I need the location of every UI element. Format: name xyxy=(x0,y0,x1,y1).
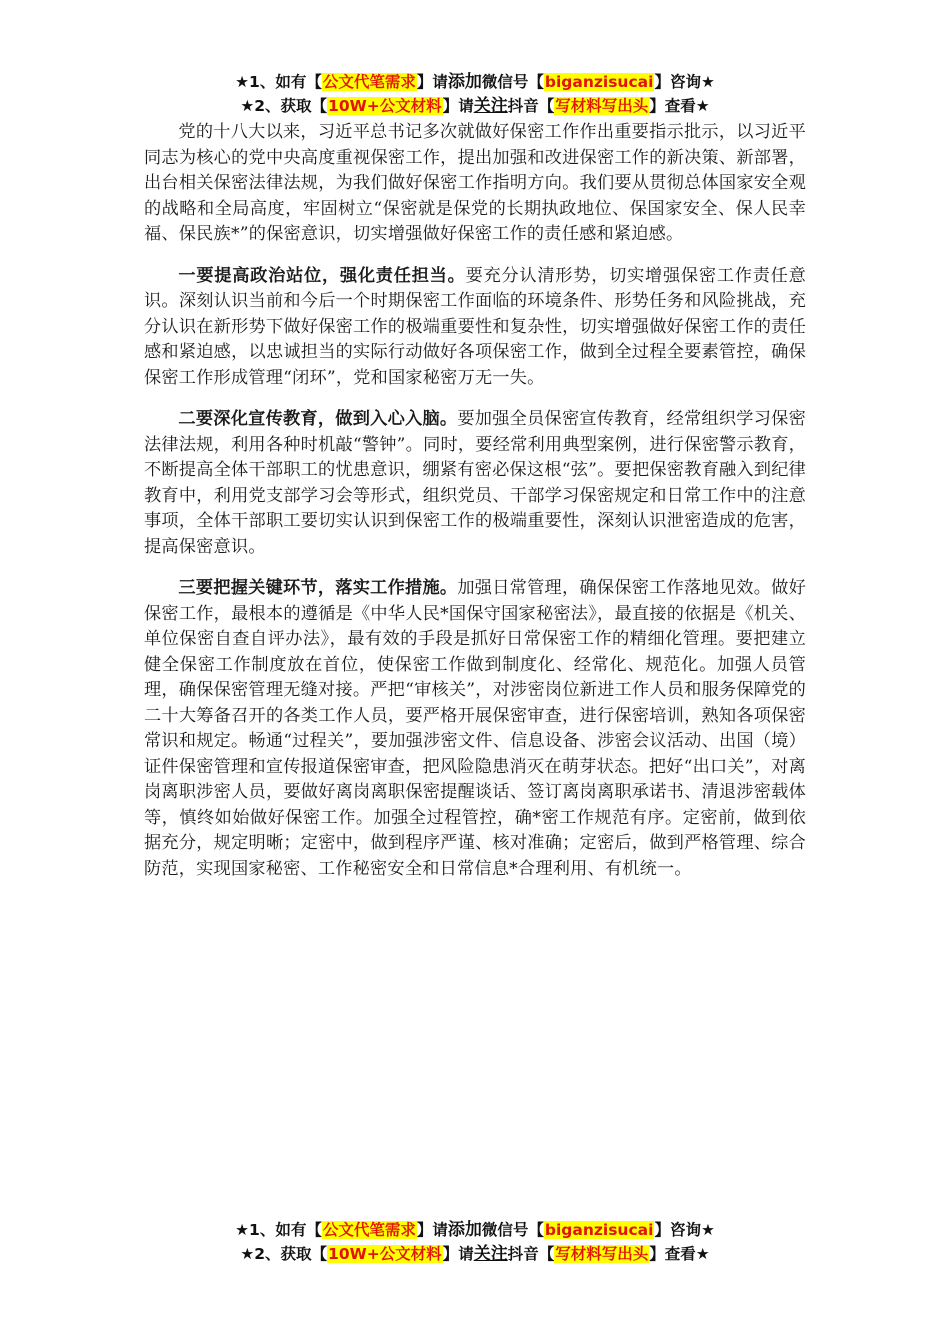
highlight-service: 公文代笔需求 xyxy=(322,1221,416,1239)
highlight-materials: 10W+公文材料 xyxy=(328,97,442,115)
notice-text: 】查看★ xyxy=(649,97,710,115)
paragraph-heading: 三要把握关键环节，落实工作措施。 xyxy=(178,578,458,598)
paragraph-text: 要加强全员保密宣传教育，经常组织学习保密法律法规，利用各种时机敲“警钟”。同时，要经常利用典型案例，进行保密警示教育，不断提高全体干部职工的忧患意识，绷紧有密必保这根“弦”。要把保密教育融入到纪律教育中，利用党支部学习会等形式，组织党员、干部学习保密规定和日常工作中的注意事项，全体干部职工要切实认识到保密工作的极端重要性，深刻认识泄密造成的危害，提高保密意识。 xyxy=(144,409,806,557)
notice-text: ★2、获取【 xyxy=(240,1245,328,1263)
paragraph-point-1 xyxy=(144,264,806,392)
notice-text: 抖音【 xyxy=(507,97,555,115)
paragraph-heading: 二要深化宣传教育，做到入心入脑。 xyxy=(178,409,458,429)
highlight-douyin-account: 写材料写出头 xyxy=(555,97,649,115)
paragraph-point-3 xyxy=(144,576,806,882)
notice-text: 抖音【 xyxy=(507,1245,555,1263)
highlight-service: 公文代笔需求 xyxy=(322,73,416,91)
notice-line-1 xyxy=(0,70,950,94)
highlight-wechat-id: biganzisucai xyxy=(544,73,654,91)
paragraph-point-2 xyxy=(144,407,806,560)
notice-text: 】查看★ xyxy=(649,1245,710,1263)
footer-notice xyxy=(0,1218,950,1266)
document-body xyxy=(144,120,806,898)
notice-emphasis: 添加 xyxy=(447,1220,482,1240)
notice-text: 微信号【 xyxy=(481,73,544,91)
notice-line-1 xyxy=(0,1218,950,1242)
paragraph-intro xyxy=(144,120,806,248)
notice-text: 】请 xyxy=(416,73,448,91)
notice-line-2 xyxy=(0,1242,950,1266)
header-notice xyxy=(0,70,950,118)
paragraph-heading: 一要提高政治站位，强化责任担当。 xyxy=(178,265,466,286)
notice-emphasis: 关注 xyxy=(473,96,508,116)
notice-text: ★1、如有【 xyxy=(235,1221,322,1239)
notice-text: 微信号【 xyxy=(481,1221,544,1239)
highlight-douyin-account: 写材料写出头 xyxy=(555,1245,649,1263)
paragraph-text: 党的十八大以来，习近平总书记多次就做好保密工作作出重要指示批示，以习近平同志为核心的党中央高度重视保密工作，提出加强和改进保密工作的新决策、新部署，出台相关保密法律法规，为我们做好保密工作指明方向。我们要从贯彻总体国家安全观的战略和全局高度，牢固树立“保密就是保党的长期执政地位、保国家安全、保人民幸福、保民族*”的保密意识，切实增强做好保密工作的责任感和紧迫感。 xyxy=(144,122,806,244)
paragraph-text: 加强日常管理，确保保密工作落地见效。做好保密工作，最根本的遵循是《中华人民*国保守国家秘密法》，最直接的依据是《机关、单位保密自查自评办法》，最有效的手段是抓好日常保密工作的精细化管理。要把建立健全保密工作制度放在首位，使保密工作做到制度化、经常化、规范化。加强人员管理，确保保密管理无缝对接。严把“审核关”，对涉密岗位新进工作人员和服务保障党的二十大筹备召开的各类工作人员，要严格开展保密审查，进行保密培训，熟知各项保密常识和规定。畅通“过程关”，要加强涉密文件、信息设备、涉密会议活动、出国（境）证件保密管理和宣传报道保密审查，把风险隐患消灭在萌芽状态。把好“出口关”，对离岗离职涉密人员，要做好离岗离职保密提醒谈话、签订离岗离职承诺书、清退涉密载体等，慎终如始做好保密工作。加强全过程管控，确*密工作规范有序。定密前，做到依据充分，规定明晰；定密中，做到程序严谨、核对准确；定密后，做到严格管理、综合防范，实现国家秘密、工作秘密安全和日常信息*合理利用、有机统一。 xyxy=(144,578,806,879)
notice-text: ★1、如有【 xyxy=(235,73,322,91)
notice-text: ★2、获取【 xyxy=(240,97,328,115)
notice-text: 】请 xyxy=(442,97,474,115)
highlight-wechat-id: biganzisucai xyxy=(544,1221,654,1239)
notice-text: 】咨询★ xyxy=(654,1221,715,1239)
notice-line-2 xyxy=(0,94,950,118)
notice-emphasis: 关注 xyxy=(473,1244,508,1264)
notice-text: 】请 xyxy=(416,1221,448,1239)
notice-text: 】咨询★ xyxy=(654,73,715,91)
notice-emphasis: 添加 xyxy=(447,72,482,92)
paragraph-text: 要充分认清形势，切实增强保密工作责任意识。深刻认识当前和今后一个时期保密工作面临的环境条件、形势任务和风险挑战，充分认识在新形势下做好保密工作的极端重要性和复杂性，切实增强做好保密工作的责任感和紧迫感，以忠诚担当的实际行动做好各项保密工作，做到全过程全要素管控，确保保密工作形成管理“闭环”，党和国家秘密万无一失。 xyxy=(144,265,807,388)
highlight-materials: 10W+公文材料 xyxy=(328,1245,442,1263)
notice-text: 】请 xyxy=(442,1245,474,1263)
